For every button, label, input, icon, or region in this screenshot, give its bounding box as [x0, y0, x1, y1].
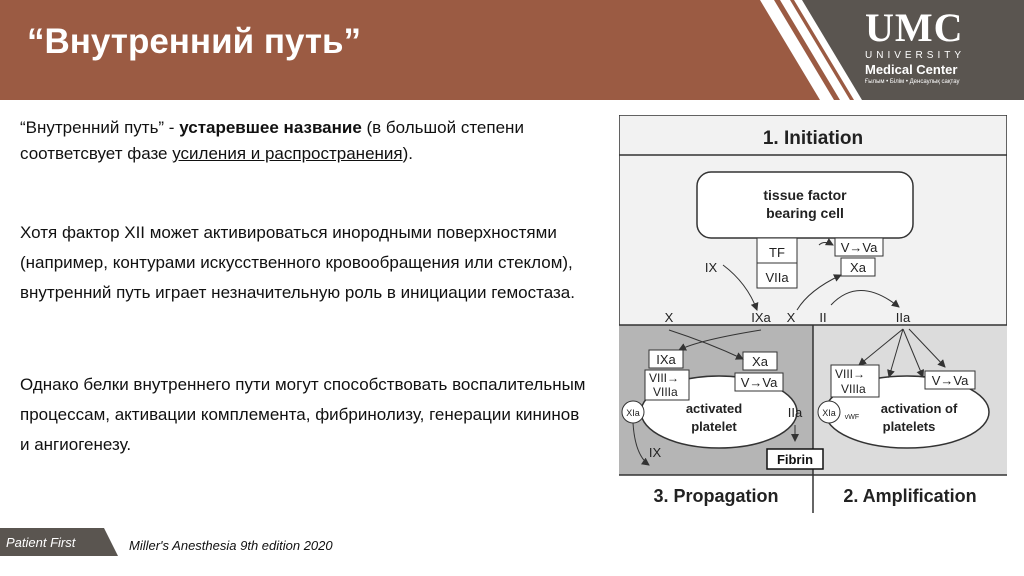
- activation-platelets-line2: platelets: [882, 419, 936, 434]
- ix-top: IX: [704, 260, 718, 275]
- p1-part-e: ).: [402, 144, 414, 163]
- page-title: “Внутренний путь”: [27, 22, 362, 61]
- paragraph-3: Однако белки внутреннего пути могут способствовать воспалительным процессам, активации комплемента, фибринолизу, генерации кининов и ангиогенезу.: [20, 375, 586, 454]
- tf-cell-line1: tissue factor: [763, 187, 847, 203]
- activated-platelet-line2: platelet: [691, 419, 737, 434]
- p1-bold: устаревшее название: [179, 118, 362, 137]
- viiia-prop: VIIIa: [653, 385, 678, 399]
- logo-area: [760, 0, 1024, 100]
- ix-prop: IX: [648, 445, 662, 460]
- ixa-prop: IXa: [656, 352, 676, 367]
- x-label: X: [786, 310, 796, 325]
- xia-amp: XIa: [822, 408, 836, 418]
- activated-platelet-line1: activated: [685, 401, 743, 416]
- viiia-amp: VIIIa: [841, 382, 866, 396]
- iia-prop: IIa: [787, 405, 803, 420]
- xa-prop: Xa: [752, 354, 768, 369]
- patient-first-text: Patient First: [6, 535, 76, 550]
- logo-tagline: Ғылым • Білім • Денсаулық сақтау: [865, 79, 960, 85]
- p1-underlined: усиления и распространения: [172, 144, 403, 163]
- v-va-prop: V→Va: [740, 375, 778, 390]
- initiation-label: 1. Initiation: [762, 128, 864, 149]
- propagation-label: 3. Propagation: [653, 486, 779, 506]
- paragraph-2: Хотя фактор XII может активироваться инородными поверхностями (например, контурами искусственного кровообращения или стеклом), внутренний путь играет незначительную роль в инициации гемостаза.: [20, 223, 575, 302]
- logo-medical-center: Medical Center: [865, 62, 958, 77]
- viia-label: VIIa: [765, 270, 789, 285]
- logo-university: UNIVERSITY: [865, 50, 966, 61]
- vwf-label: vWF: [844, 414, 860, 421]
- viii-amp: VIII→: [835, 367, 866, 381]
- fibrin-label: Fibrin: [776, 452, 814, 467]
- ii-label: II: [819, 310, 827, 325]
- amplification-label: 2. Amplification: [843, 486, 977, 506]
- tf-cell-line2: bearing cell: [766, 205, 844, 221]
- viii-prop: VIII→: [649, 371, 680, 385]
- xa-top: Xa: [850, 260, 866, 275]
- logo-umc: UMC: [865, 5, 964, 50]
- citation: Miller's Anesthesia 9th edition 2020: [129, 538, 333, 553]
- v-va-top: V→Va: [840, 240, 878, 255]
- paragraph-1: [20, 115, 620, 167]
- p1-part-c: (в большой степени соответсвует фазе: [20, 118, 524, 163]
- v-va-amp: V→Va: [931, 373, 969, 388]
- coagulation-diagram: [619, 115, 1007, 513]
- ixa-label: IXa: [751, 310, 771, 325]
- p1-part-a: “Внутренний путь” -: [20, 118, 180, 137]
- iia-label: IIa: [895, 310, 911, 325]
- activation-platelets-line1: activation of: [880, 401, 958, 416]
- patient-first-badge: [0, 528, 118, 556]
- xia-prop: XIa: [626, 408, 640, 418]
- x-left-label: X: [664, 310, 674, 325]
- tf-label: TF: [769, 245, 785, 260]
